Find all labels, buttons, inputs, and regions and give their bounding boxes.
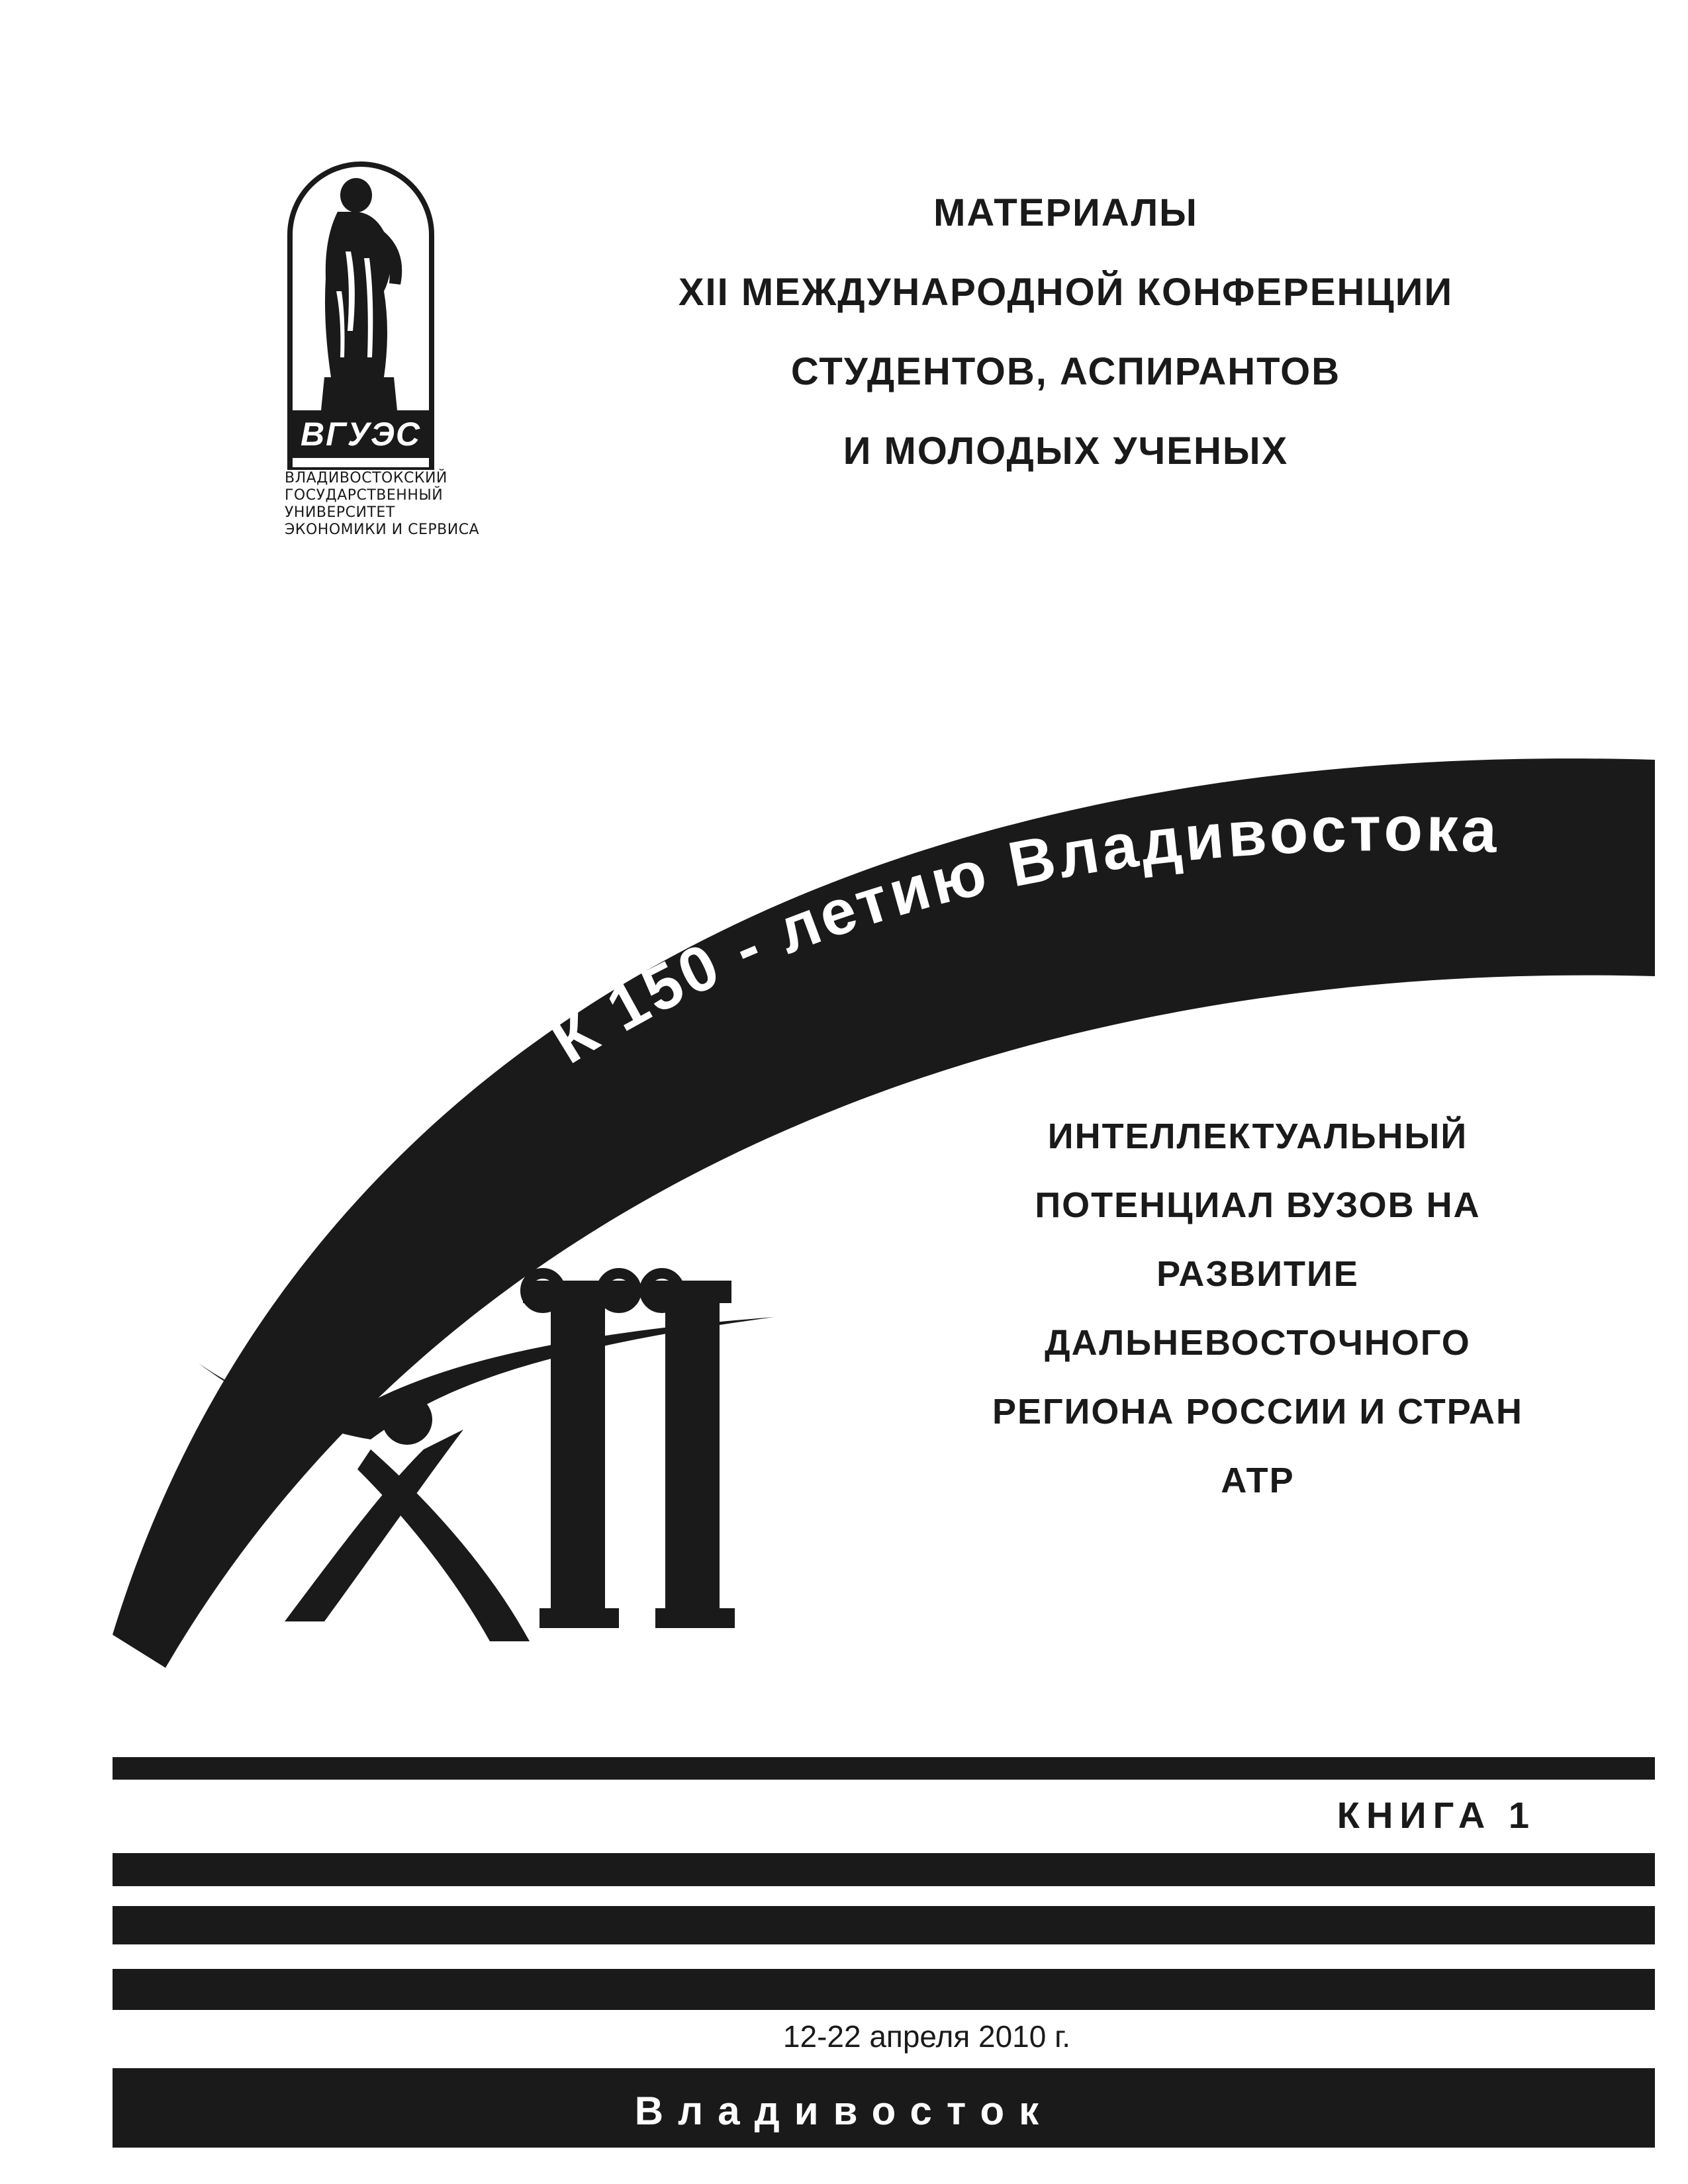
city-name: Владивосток [634, 2089, 1054, 2133]
title-line-2: XII МЕЖДУНАРОДНОЙ КОНФЕРЕНЦИИ [678, 271, 1454, 314]
title-line-3: СТУДЕНТОВ, АСПИРАНТОВ [790, 350, 1341, 393]
stripe-2 [113, 1853, 1655, 1886]
logo-line-4: ЭКОНОМИКИ И СЕРВИСА [285, 522, 480, 538]
subtitle-line-2: ПОТЕНЦИАЛ ВУЗОВ НА [1035, 1185, 1481, 1225]
subtitle-line-1: ИНТЕЛЛЕКТУАЛЬНЫЙ [1047, 1116, 1468, 1156]
title-line-1: МАТЕРИАЛЫ [933, 191, 1198, 234]
subtitle-line-6: АТР [1221, 1461, 1295, 1500]
logo-line-3: УНИВЕРСИТЕТ [285, 504, 395, 521]
title-line-4: И МОЛОДЫХ УЧЕНЫХ [843, 430, 1289, 473]
book-number-label: КНИГА 1 [1336, 1794, 1536, 1836]
stripe-4 [113, 1969, 1655, 2010]
conference-date: 12-22 апреля 2010 г. [782, 2019, 1071, 2054]
stripe-3 [113, 1906, 1655, 1944]
subtitle-line-5: РЕГИОНА РОССИИ И СТРАН [992, 1392, 1524, 1432]
logo-line-2: ГОСУДАРСТВЕННЫЙ [285, 487, 444, 504]
logo-abbreviation: ВГУЭС [300, 416, 422, 453]
logo-line-1: ВЛАДИВОСТОКСКИЙ [285, 470, 447, 486]
conference-subtitle [894, 1102, 1622, 1515]
banner-text-path: К 150 - летию Владивостока [539, 793, 1501, 1077]
subtitle-line-4: ДАЛЬНЕВОСТОЧНОГО [1045, 1323, 1471, 1363]
stripe-1 [113, 1757, 1655, 1780]
subtitle-line-3: РАЗВИТИЕ [1156, 1254, 1359, 1294]
